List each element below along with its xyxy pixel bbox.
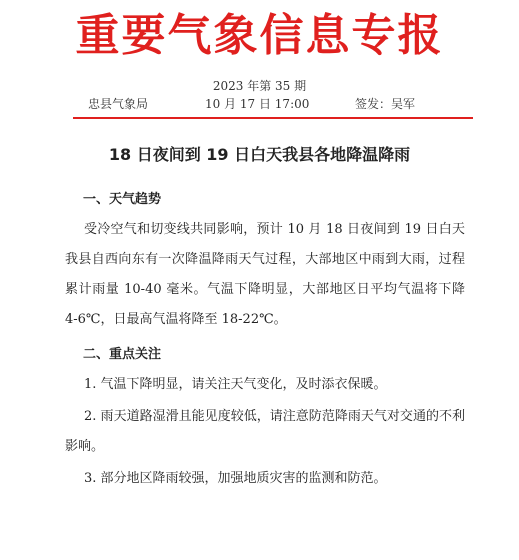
masthead-title: 重要气象信息专报 xyxy=(75,10,444,61)
section-heading-trend: 一、天气趋势 xyxy=(83,192,162,207)
document-body xyxy=(65,188,465,496)
signer: 签发：吴军 xyxy=(355,97,416,111)
focus-item: 2. 雨天道路湿滑且能见度较低，请注意防范降雨天气对交通的不利影响。 xyxy=(65,409,465,454)
issuing-agency: 忠县气象局 xyxy=(88,97,149,111)
issue-datetime: 10 月 17 日 17:00 xyxy=(205,97,310,111)
issue-number: 2023 年第 35 期 xyxy=(212,79,307,93)
focus-item: 3. 部分地区降雨较强，加强地质灾害的监测和防范。 xyxy=(84,471,387,486)
focus-item: 1. 气温下降明显，请关注天气变化，及时添衣保暖。 xyxy=(84,377,387,392)
document-title: 18 日夜间到 19 日白天我县各地降温降雨 xyxy=(108,145,411,164)
trend-paragraph: 受冷空气和切变线共同影响，预计 10 月 18 日夜间到 19 日白天我县自西向东有一次降温降雨天气过程，大部地区中雨到大雨，过程累计雨量 10-40 毫米。气温下降明显，大部地区日平均气温将下降 4-6℃，日最高气温将降至 18-22℃。 xyxy=(65,222,465,327)
meta-row xyxy=(0,96,519,112)
red-divider xyxy=(73,117,473,119)
section-heading-focus: 二、重点关注 xyxy=(83,347,162,362)
